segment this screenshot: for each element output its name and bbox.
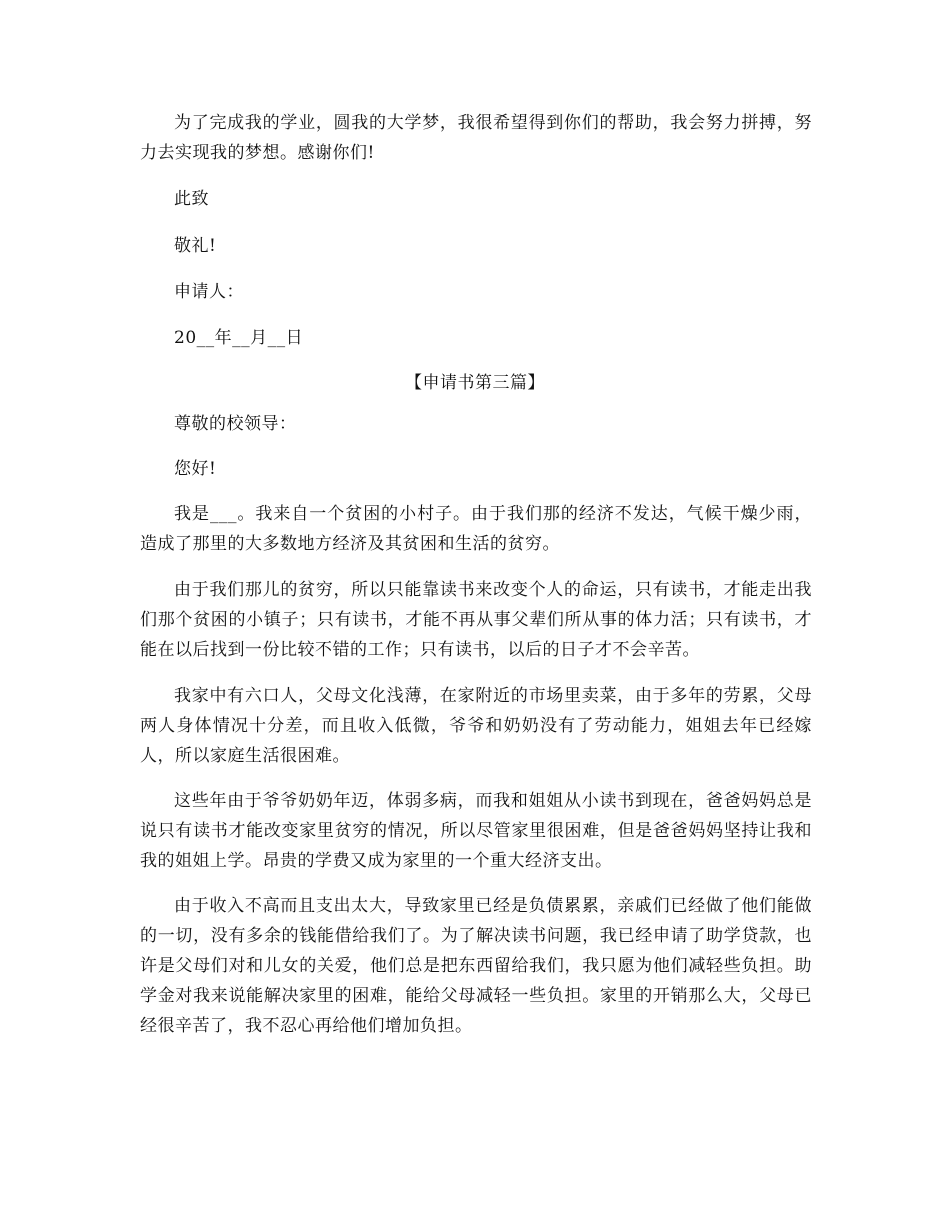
closing-line-2: 敬礼! <box>174 236 217 256</box>
date-line: 20__年__月__日 <box>174 328 304 348</box>
body-paragraph-3: 由于我们那儿的贫穷，所以只能靠读书来改变个人的命运，只有读书，才能走出我们那个贫困的小镇子；只有读书，才能不再从事父辈们所从事的体力活；只有读书，才能在以后找到一份比较不错的工作；只有读书，以后的日子才不会辛苦。 <box>140 580 812 660</box>
body-paragraph-4: 我家中有六口人，父母文化浅薄，在家附近的市场里卖菜，由于多年的劳累，父母两人身体情况十分差，而且收入低微，爷爷和奶奶没有了劳动能力，姐姐去年已经嫁人，所以家庭生活很困难。 <box>140 686 812 766</box>
body-paragraph-5: 这些年由于爷爷奶奶年迈，体弱多病，而我和姐姐从小读书到现在，爸爸妈妈总是说只有读书才能改变家里贫穷的情况，所以尽管家里很困难，但是爸爸妈妈坚持让我和我的姐姐上学。昂贵的学费又成为家里的一个重大经济支出。 <box>140 791 812 871</box>
greeting: 您好! <box>174 459 217 479</box>
body-paragraph-2: 我是___。我来自一个贫困的小村子。由于我们那的经济不发达，气候干燥少雨，造成了那里的大多数地方经济及其贫困和生活的贫穷。 <box>140 504 812 554</box>
body-paragraph-6: 由于收入不高而且支出太大，导致家里已经是负债累累，亲戚们已经做了他们能做的一切，没有多余的钱能借给我们了。为了解决读书问题，我已经申请了助学贷款，也许是父母们对和儿女的关爱，他们总是把东西留给我们，我只愿为他们减轻些负担。助学金对我来说能解决家里的困难，能给父母减轻一些负担。家里的开销那么大，父母已经很辛苦了，我不忍心再给他们增加负担。 <box>140 896 812 1036</box>
section-title: 【申请书第三篇】 <box>405 373 545 393</box>
body-paragraph-1: 为了完成我的学业，圆我的大学梦，我很希望得到你们的帮助，我会努力拼搏，努力去实现我的梦想。感谢你们! <box>140 113 812 163</box>
applicant-line: 申请人： <box>174 282 244 302</box>
closing-line-1: 此致 <box>174 189 209 209</box>
salutation: 尊敬的校领导： <box>174 414 297 434</box>
